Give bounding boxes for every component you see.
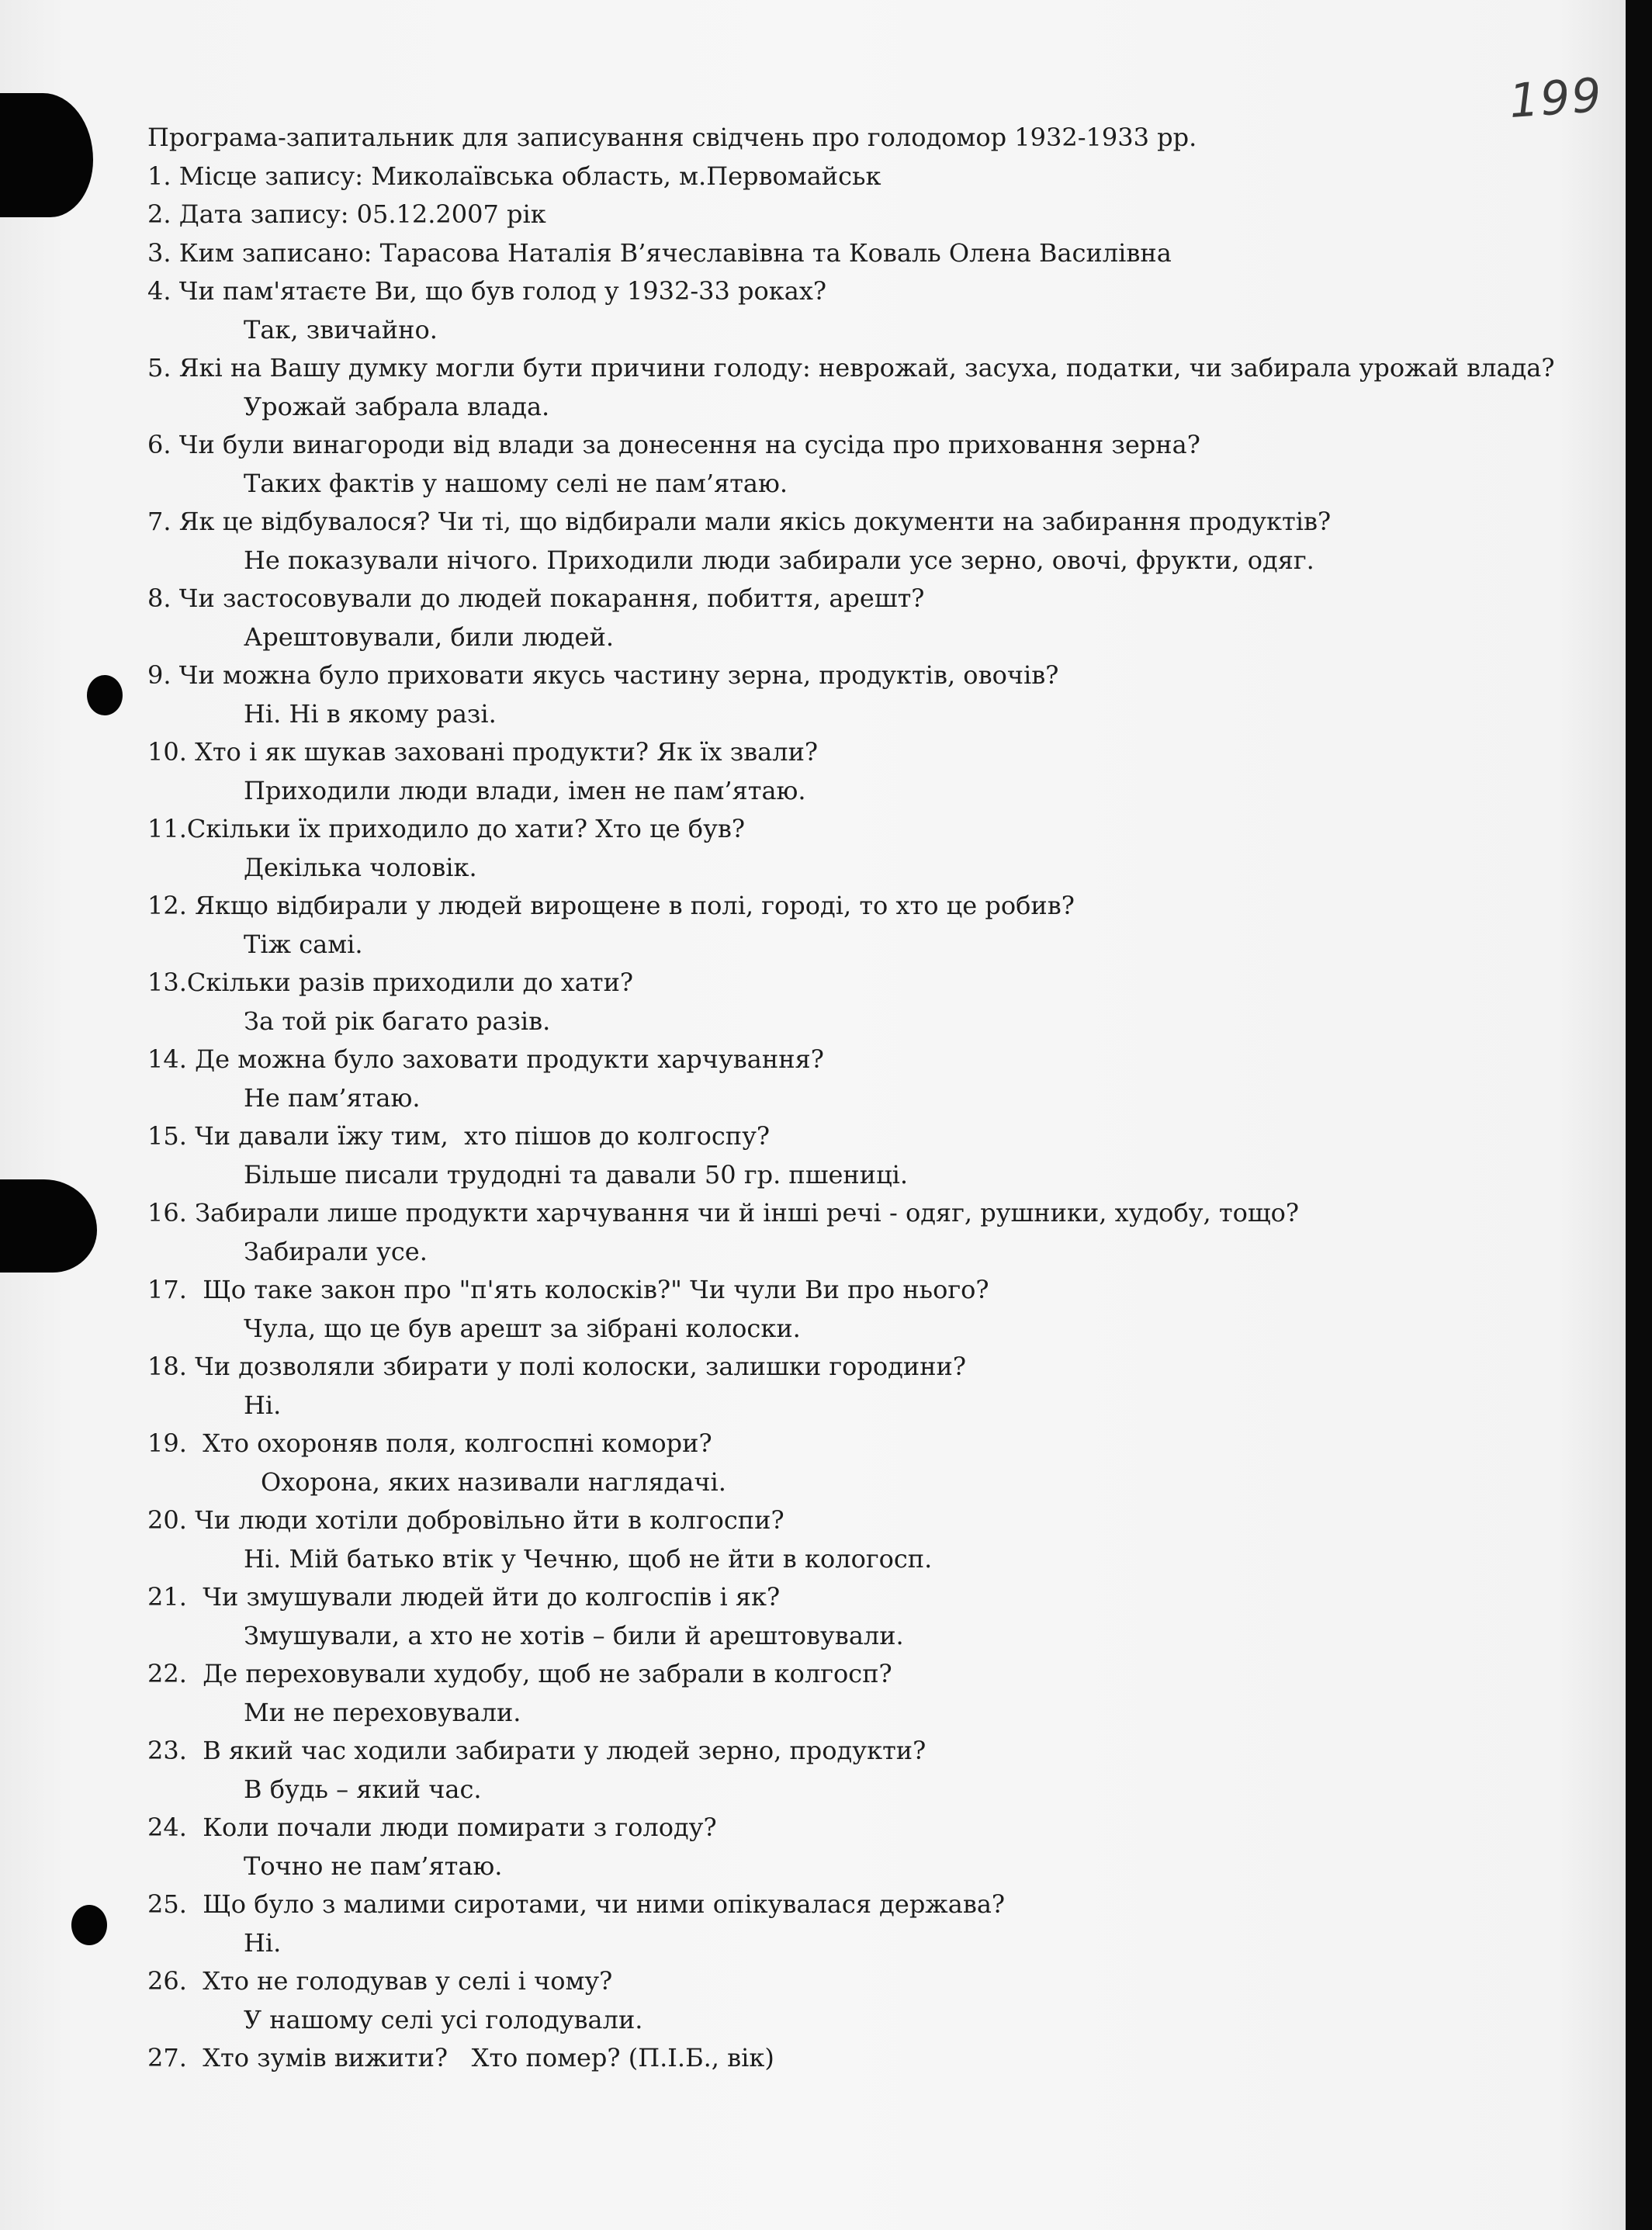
- answer-25: Ні.: [244, 1927, 282, 1958]
- torn-edge-top: [0, 93, 93, 217]
- question-20: 20. Чи люди хотіли добровільно йти в колгоспи?: [147, 1505, 784, 1535]
- question-7: 7. Як це відбувалося? Чи ті, що відбирали мали якісь документи на забирання продуктів?: [147, 507, 1332, 536]
- question-13: 13.Скільки разів приходили до хати?: [147, 968, 634, 997]
- answer-8: Арештовували, били людей.: [244, 622, 615, 652]
- question-24: 24. Коли почали люди помирати з голоду?: [147, 1813, 717, 1842]
- answer-14: Не пам’ятаю.: [244, 1082, 421, 1113]
- answer-19: Охорона, яких називали наглядачі.: [261, 1466, 726, 1497]
- record-place: 1. Місце запису: Миколаївська область, м.Первомайськ: [147, 161, 881, 191]
- answer-11: Декілька чоловік.: [244, 852, 477, 882]
- question-14: 14. Де можна було заховати продукти харчування?: [147, 1044, 824, 1074]
- answer-6: Таких фактів у нашому селі не пам’ятаю.: [244, 468, 788, 498]
- answer-7: Не показували нічого. Приходили люди забирали усе зерно, овочі, фрукти, одяг.: [244, 545, 1314, 575]
- answer-21: Змушували, а хто не хотів – били й арештовували.: [244, 1620, 904, 1650]
- punch-hole-bottom: [71, 1905, 107, 1945]
- document-title: Програма-запитальник для записування свідчень про голодомор 1932-1933 рр.: [147, 123, 1197, 152]
- punch-hole-top: [87, 675, 123, 715]
- answer-17: Чула, що це був арешт за зібрані колоски.: [244, 1313, 801, 1343]
- answer-18: Ні.: [244, 1390, 282, 1420]
- question-15: 15. Чи давали їжу тим, хто пішов до колгоспу?: [147, 1121, 771, 1151]
- answer-24: Точно не пам’ятаю.: [244, 1851, 503, 1881]
- question-11: 11.Скільки їх приходило до хати? Хто це був?: [147, 814, 746, 843]
- question-17: 17. Що таке закон про "п'ять колосків?" Чи чули Ви про нього?: [147, 1275, 989, 1304]
- question-12: 12. Якщо відбирали у людей вирощене в полі, городі, то хто це робив?: [147, 891, 1075, 920]
- question-10: 10. Хто і як шукав заховані продукти? Як їх звали?: [147, 737, 819, 767]
- question-18: 18. Чи дозволяли збирати у полі колоски, залишки городини?: [147, 1352, 966, 1381]
- question-19: 19. Хто охороняв поля, колгоспні комори?: [147, 1428, 712, 1458]
- torn-edge-middle: [0, 1179, 97, 1273]
- answer-13: За той рік багато разів.: [244, 1006, 551, 1036]
- question-21: 21. Чи змушували людей йти до колгоспів і як?: [147, 1582, 781, 1612]
- question-8: 8. Чи застосовували до людей покарання, побиття, арешт?: [147, 583, 925, 613]
- answer-5: Урожай забрала влада.: [244, 391, 550, 421]
- page-number: 199: [1507, 68, 1605, 130]
- answer-9: Ні. Ні в якому разі.: [244, 698, 497, 729]
- question-4: 4. Чи пам'ятаєте Ви, що був голод у 1932-33 роках?: [147, 276, 827, 306]
- answer-22: Ми не переховували.: [244, 1697, 521, 1727]
- question-9: 9. Чи можна було приховати якусь частину зерна, продуктів, овочів?: [147, 660, 1059, 690]
- question-25: 25. Що було з малими сиротами, чи ними опікувалася держава?: [147, 1889, 1006, 1919]
- question-16: 16. Забирали лише продукти харчування чи й інші речі - одяг, рушники, худобу, тощо?: [147, 1198, 1300, 1228]
- question-27: 27. Хто зумів вижити? Хто помер? (П.І.Б., вік): [147, 2043, 774, 2072]
- question-6: 6. Чи були винагороди від влади за донесення на сусіда про приховання зерна?: [147, 430, 1200, 459]
- answer-10: Приходили люди влади, імен не пам’ятаю.: [244, 775, 806, 805]
- answer-4: Так, звичайно.: [244, 314, 438, 345]
- record-authors: 3. Ким записано: Тарасова Наталія В’ячеславівна та Коваль Олена Василівна: [147, 237, 1172, 268]
- record-date: 2. Дата запису: 05.12.2007 рік: [147, 199, 546, 229]
- answer-26: У нашому селі усі голодували.: [244, 2004, 643, 2034]
- answer-23: В будь – який час.: [244, 1774, 482, 1804]
- question-5: 5. Які на Вашу думку могли бути причини голоду: неврожай, засуха, податки, чи забирала урожай влада?: [147, 353, 1555, 383]
- question-23: 23. В який час ходили забирати у людей зерно, продукти?: [147, 1736, 926, 1765]
- answer-16: Забирали усе.: [244, 1236, 428, 1266]
- answer-20: Ні. Мій батько втік у Чечню, щоб не йти в кологосп.: [244, 1543, 933, 1574]
- answer-12: Тіж самі.: [244, 929, 363, 959]
- questionnaire: [147, 119, 1575, 2078]
- question-22: 22. Де переховували худобу, щоб не забрали в колгосп?: [147, 1659, 892, 1688]
- answer-15: Більше писали трудодні та давали 50 гр. пшениці.: [244, 1159, 909, 1189]
- question-26: 26. Хто не голодував у селі і чому?: [147, 1966, 613, 1996]
